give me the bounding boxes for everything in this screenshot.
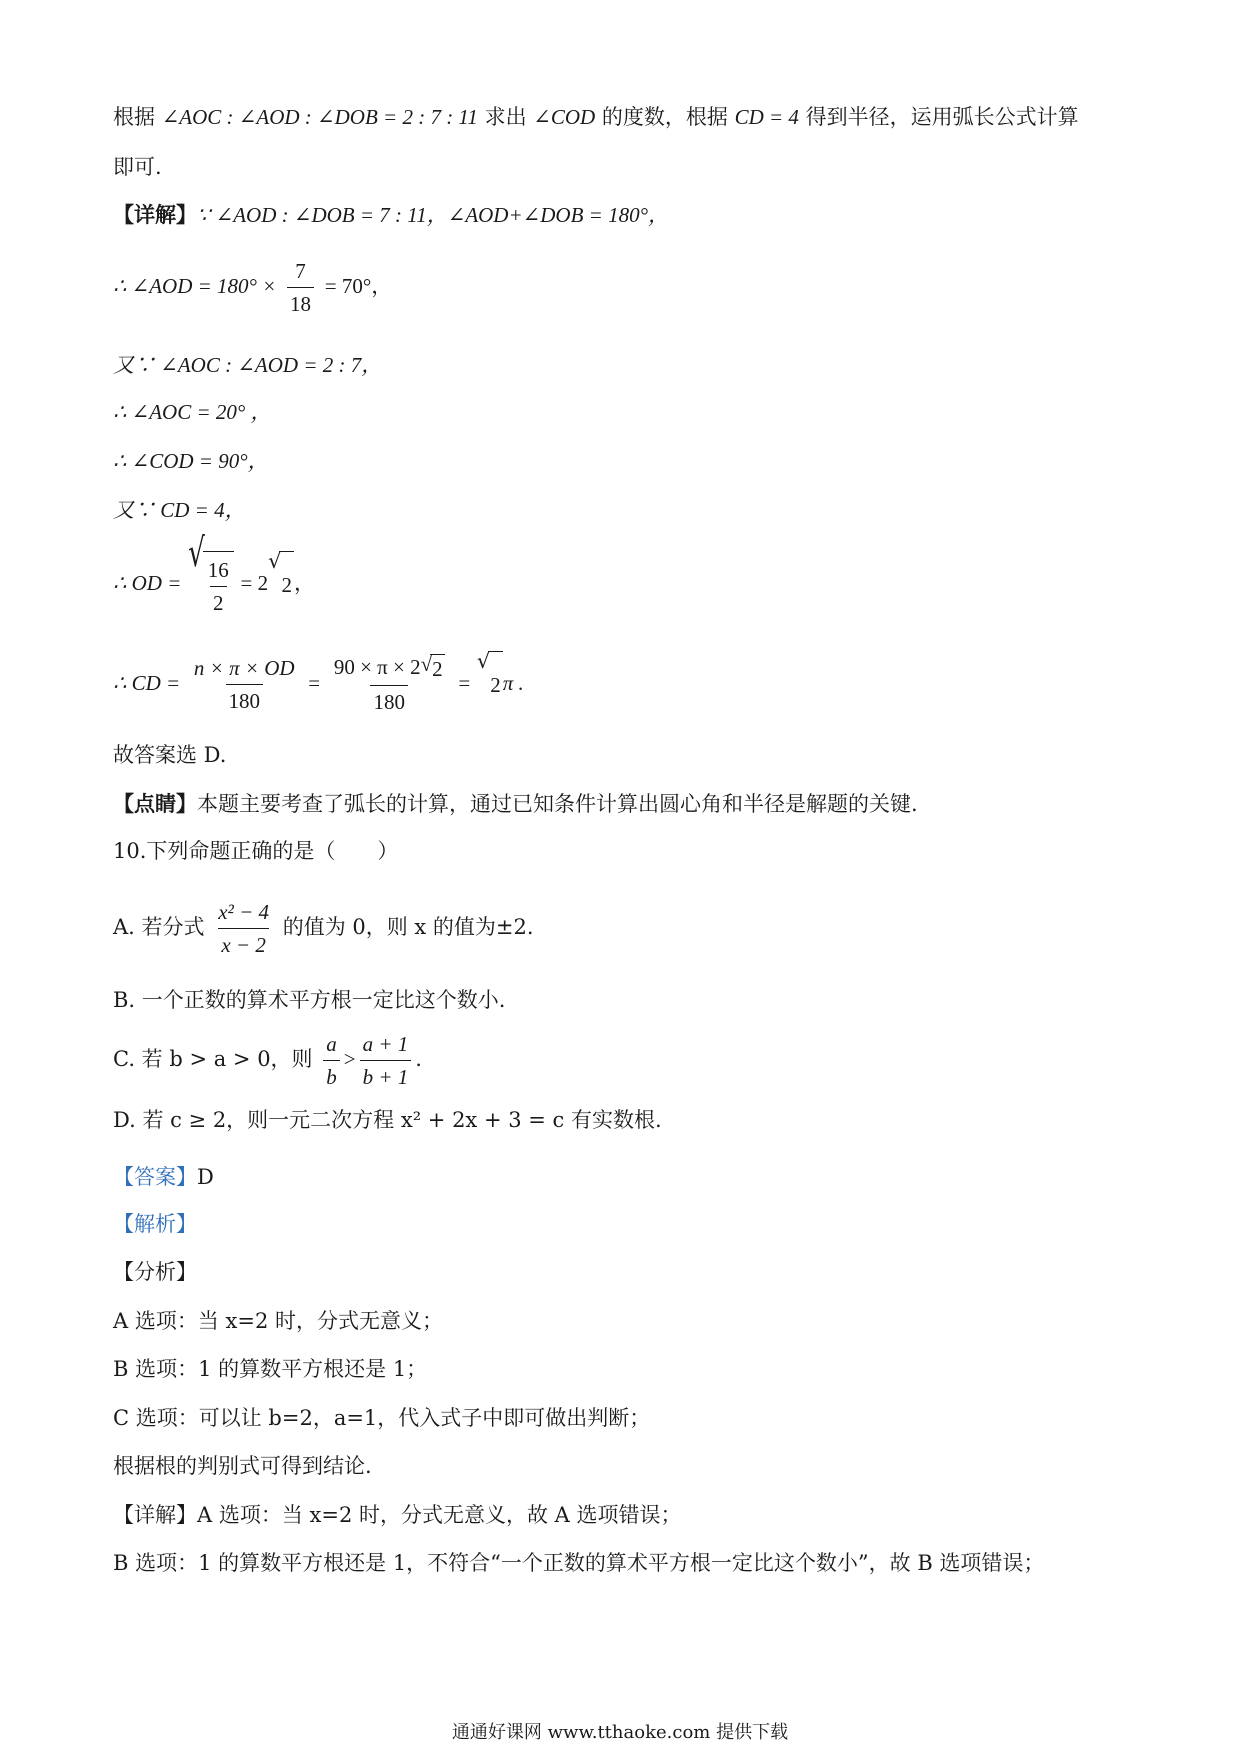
question-10-title: 10.下列命题正确的是（ ） <box>113 839 399 863</box>
fraction-a1-b1: $\frac{a + 1}{b + 1}$ <box>360 1030 412 1091</box>
fraction-90-pi: 90 × π × 2 √ 2 180 <box>333 652 443 715</box>
sqrt-sign: √ 2 <box>477 651 503 718</box>
option-b: B. 一个正数的算术平方根一定比这个数小. <box>113 988 506 1012</box>
text-line-2: 即可. <box>113 155 162 179</box>
page-footer: 通通好课网 www.tthaoke.com 提供下载 <box>451 1722 789 1743</box>
text-line-1: 根据 ∠AOC : ∠AOD : ∠DOB = 2 : 7 : 11 求出 ∠COD 的度数，根据 CD = 4 得到半径，运用弧长公式计算 <box>113 105 1079 129</box>
fraction-16-2: $\frac{16}{2}$ <box>207 558 229 615</box>
analysis-line-conclusion: 根据根的判别式可得到结论. <box>113 1454 372 1478</box>
answer-section: 【答案】D <box>113 1165 214 1189</box>
fenxi-tag: 【分析】 <box>113 1260 197 1284</box>
sqrt-sign: √ 2 <box>420 652 443 682</box>
text-line-cod: ∴ ∠COD = 90°， <box>113 449 269 473</box>
analysis-tag: 【解析】 <box>113 1212 197 1236</box>
option-d: D. 若 c ≥ 2，则一元二次方程 x² + 2x + 3 = c 有实数根. <box>113 1108 662 1132</box>
text-line-cd: 又∵ CD = 4， <box>113 498 246 522</box>
analysis-line-c: C 选项：可以让 b=2，a=1，代入式子中即可做出判断； <box>113 1406 651 1430</box>
answer-line: 故答案选 D. <box>113 743 227 767</box>
comment-tag: 【点睛】 <box>113 791 197 816</box>
text-line-aoc: ∴ ∠AOC = 20° ， <box>113 400 272 424</box>
comment-line: 【点睛】本题主要考查了弧长的计算，通过已知条件计算出圆心角和半径是解题的关键. <box>113 791 918 816</box>
analysis-line-b: B 选项：1 的算数平方根还是 1； <box>113 1357 428 1381</box>
sqrt-sign: √ 2 <box>268 551 294 618</box>
option-a: A. 若分式 $\frac{\text{x² − 4}}{x - 2}$ 的值为 0，则 x 的值为±2. <box>113 900 534 957</box>
fraction-a-b: $\frac{a}{b}$ <box>323 1030 340 1091</box>
detail-tag: 【详解】 <box>113 202 197 227</box>
equation-arc-length: ∴ CD = $\frac{n \times \pi \times OD}{180}$ = 90 × π × 2 √ 2 180 = √ 2 π . <box>113 650 524 718</box>
analysis-line-a: A 选项：当 x=2 时，分式无意义； <box>113 1309 443 1333</box>
option-c: C. 若 b > a > 0，则 $\frac{a}{b}$ > $\frac{a + 1}{b + 1}$ . <box>113 1032 422 1089</box>
detail-line-a: 【详解】A 选项：当 x=2 时，分式无意义，故 A 选项错误； <box>113 1503 682 1527</box>
equation-aod: ∴ ∠AOD = 180° × $\frac{7}{18}$ = 70°， <box>113 259 393 316</box>
detail-line-b: B 选项：1 的算数平方根还是 1，不符合“一个正数的算术平方根一定比这个数小”，故 B 选项错误； <box>113 1551 1045 1575</box>
text-line-aoc-ratio: 又∵ ∠AOC : ∠AOD = 2 : 7， <box>113 353 383 377</box>
sqrt-sign: √ $\frac{16}{2}$ <box>188 551 234 618</box>
equation-od: ∴ OD = √ $\frac{16}{2}$ = 2 √ 2 ， <box>113 550 315 618</box>
fraction-7-18: $\frac{7}{18}$ <box>287 257 314 318</box>
detail-line-1: 【详解】∵ ∠AOD : ∠DOB = 7 : 11，∠AOD+∠DOB = 180°， <box>113 202 669 227</box>
fraction-n-pi-od: $\frac{n \times \pi \times OD}{180}$ <box>193 656 295 713</box>
answer-tag: 【答案】 <box>113 1165 197 1189</box>
fraction-option-a: $\frac{\text{x² − 4}}{x - 2}$ <box>218 900 270 957</box>
